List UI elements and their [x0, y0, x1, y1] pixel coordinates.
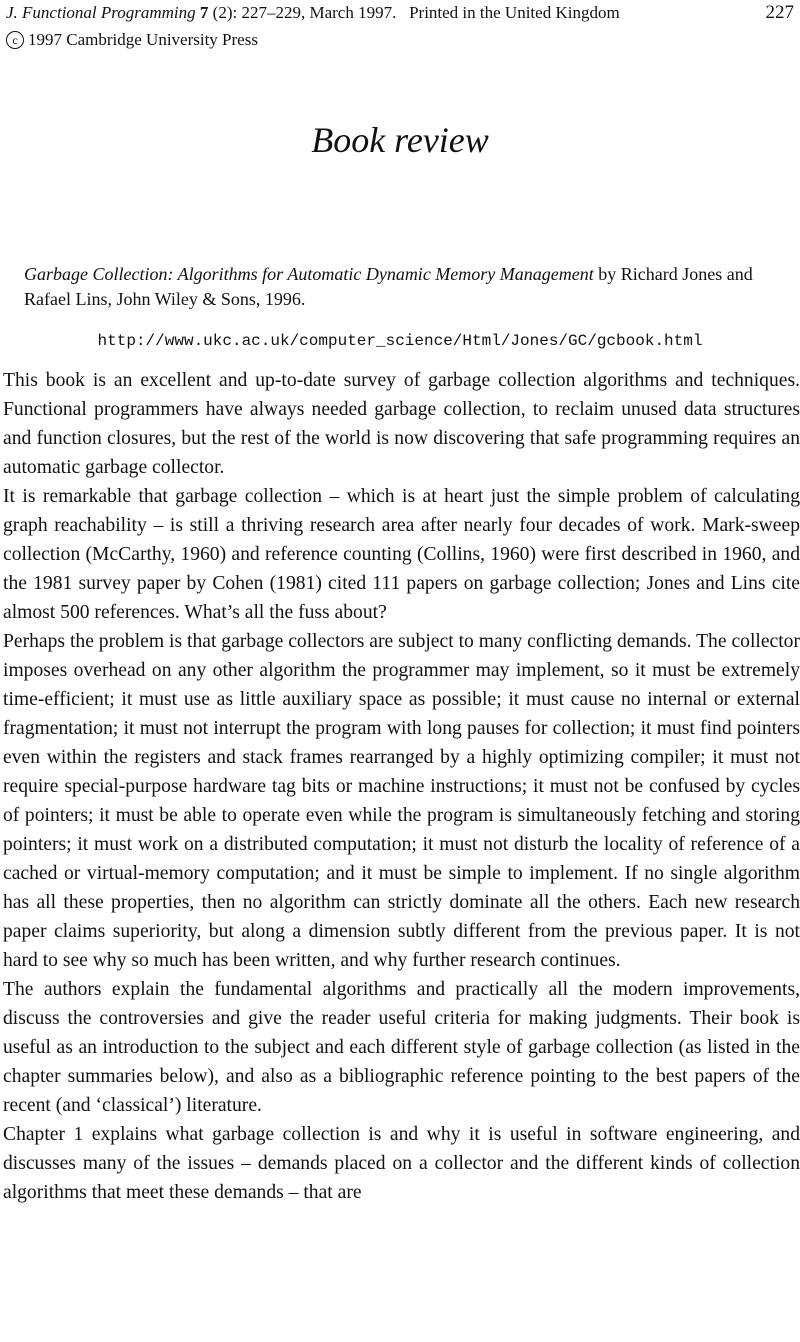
paragraph-4: The authors explain the fundamental algorithms and practically all the modern improvements, discuss the controversies and give the reader useful criteria for making judgments. Their book is useful as an introduction to the subject and each different style of garbage collection (as listed in the chapter summaries below), and also as a bibliographic reference pointing to the best papers of the recent (and ‘classical’) literature. [3, 979, 800, 1116]
issue-pages-date: (2): 227–229, March 1997. [212, 3, 397, 22]
paragraph-2: It is remarkable that garbage collection – which is at heart just the simple problem of calculating graph reachability – is still a thriving research area after nearly four decades of work. Mark-sweep collection (McCarthy, 1960) and reference counting (Collins, 1960) were first described in 1960, and the 1981 survey paper by Cohen (1981) cited 111 papers on garbage collection; Jones and Lins cite almost 500 references. What’s all the fuss about? [3, 486, 800, 623]
book-details: by Richard Jones and Rafael Lins, John Wiley & Sons, 1996. [24, 264, 753, 309]
book-citation [24, 262, 784, 312]
book-title: Garbage Collection: Algorithms for Automatic Dynamic Memory Management [24, 264, 594, 284]
review-body [3, 366, 800, 1207]
paragraph-3: Perhaps the problem is that garbage collectors are subject to many conflicting demands. The collector imposes overhead on any other algorithm the programmer may implement, so it must be extremely time-efficient; it must use as little auxiliary space as possible; it must cause no internal or external fragmentation; it must not interrupt the program with long pauses for collection; it must find pointers even within the registers and stack frames rearranged by a highly optimizing compiler; it must not require special-purpose hardware tag bits or machine instructions; it must not be confused by cycles of pointers; it must be able to operate even while the program is simultaneously fetching and storing pointers; it must work on a distributed computation; it must not disturb the locality of reference of a cached or virtual-memory computation; and it must be simple to implement. If no single algorithm has all these properties, then no algorithm can strictly dominate all the others. Each new research paper claims superiority, but along a dimension subtly different from the previous paper. It is not hard to see why so much has been written, and why further research continues. [3, 631, 800, 971]
copyright-text: 1997 Cambridge University Press [28, 30, 258, 49]
page-number: 227 [765, 2, 794, 23]
journal-name: J. Functional Programming [6, 3, 196, 22]
paragraph-1: This book is an excellent and up-to-date survey of garbage collection algorithms and techniques. Functional programmers have always needed garbage collection, to reclaim unused data structures and function closures, but the rest of the world is now discovering that safe programming requires an automatic garbage collector. [3, 370, 800, 478]
book-url: http://www.ukc.ac.uk/computer_science/Html/Jones/GC/gcbook.html [97, 332, 703, 350]
page-title: Book review [311, 120, 489, 160]
journal-volume: 7 [199, 3, 209, 22]
running-header [6, 0, 620, 25]
printed-in: Printed in the United Kingdom [409, 3, 620, 22]
copyright-line [6, 27, 258, 52]
paragraph-5: Chapter 1 explains what garbage collection is and why it is useful in software engineering, and discusses many of the issues – demands placed on a collector and the different kinds of collection algorithms that meet these demands – that are [3, 1124, 800, 1203]
copyright-icon: c [6, 31, 24, 49]
